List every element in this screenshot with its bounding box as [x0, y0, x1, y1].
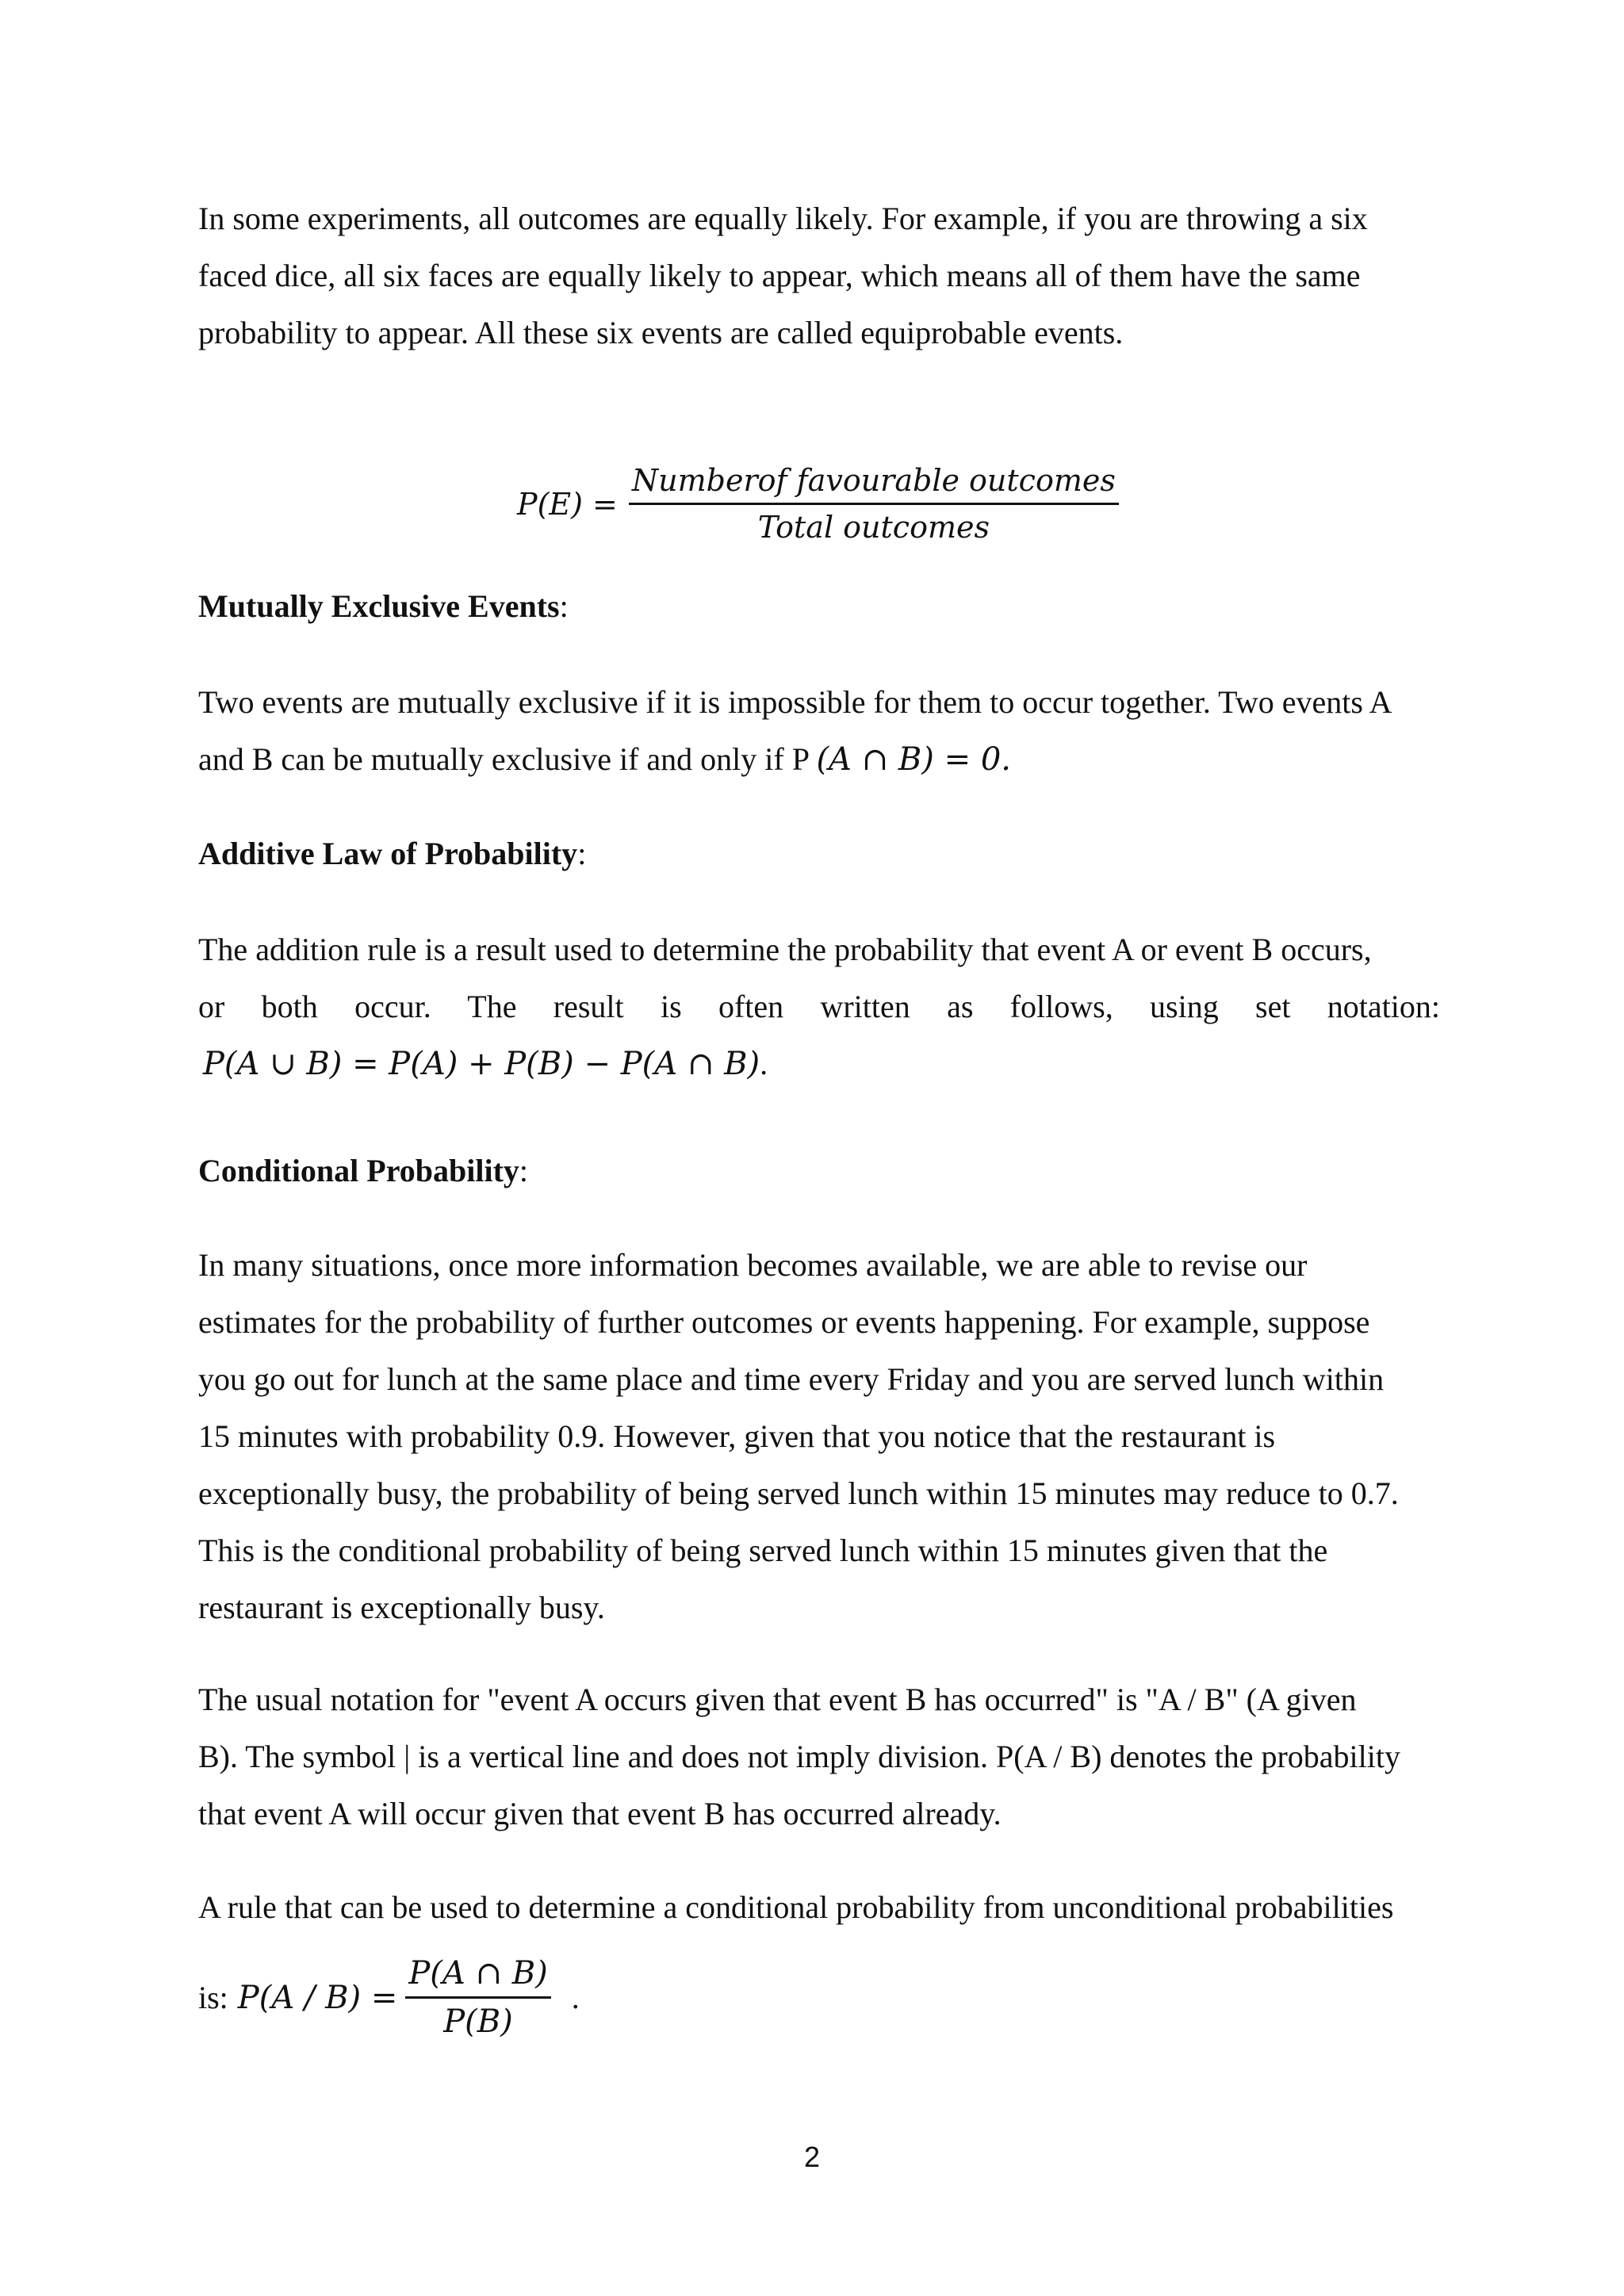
formula-numerator: Numberof favourable outcomes [629, 463, 1119, 505]
heading-text: Additive Law of Probability [198, 836, 578, 871]
additive-law-heading [198, 834, 586, 874]
formula-lhs: P(E) = [517, 486, 618, 522]
conditional-paragraph-2 [198, 1671, 1440, 1843]
heading-colon: : [577, 836, 587, 871]
conditional-paragraph-3 [198, 1879, 1440, 1936]
intro-line-2: faced dice, all six faces are equally likely to appear, which means all of them have the same [198, 258, 1361, 293]
probability-formula [517, 463, 1119, 545]
intro-paragraph [198, 190, 1440, 362]
heading-text: Conditional Probability [198, 1153, 519, 1188]
conditional-p3-line: A rule that can be used to determine a conditional probability from unconditional probabilities [198, 1889, 1394, 1925]
heading-colon: : [559, 588, 569, 624]
formula-denominator: Total outcomes [757, 510, 990, 545]
formula-fraction [405, 1955, 550, 2040]
mutually-exclusive-line-1: Two events are mutually exclusive if it is impossible for them to occur together. Two events A [198, 684, 1392, 720]
line-text: and B can be mutually exclusive if and only if P [198, 741, 817, 777]
mutually-exclusive-line-2 [198, 731, 1440, 788]
intro-line-1: In some experiments, all outcomes are equally likely. For example, if you are throwing a six [198, 201, 1368, 236]
conditional-p1-line: In many situations, once more information becomes available, we are able to revise our [198, 1247, 1308, 1283]
formula-numerator: P(A ∩ B) [405, 1955, 550, 1999]
conditional-p1-line: This is the conditional probability of being served lunch within 15 minutes given that the [198, 1533, 1328, 1568]
conditional-probability-heading [198, 1151, 528, 1191]
conditional-p1-line: exceptionally busy, the probability of being served lunch within 15 minutes may reduce to 0.7. [198, 1475, 1399, 1511]
conditional-p2-line: that event A will occur given that event B has occurred already. [198, 1796, 1002, 1831]
formula-period: . [571, 1980, 580, 2015]
page-number: 2 [803, 2141, 821, 2173]
conditional-p1-line: 15 minutes with probability 0.9. However, given that you notice that the restaurant is [198, 1418, 1276, 1454]
formula-denominator: P(B) [443, 2003, 513, 2040]
addition-rule-formula: P(A ∪ B) = P(A) + P(B) − P(A ∩ B) [203, 1046, 760, 1082]
heading-colon: : [519, 1153, 529, 1188]
intersection-formula: (A ∩ B) = 0. [816, 741, 1011, 778]
conditional-p1-line: you go out for lunch at the same place and time every Friday and you are served lunch within [198, 1361, 1385, 1397]
formula-prefix: is: [198, 1980, 228, 2015]
formula-period: . [760, 1046, 768, 1081]
additive-law-paragraph [198, 921, 1440, 1093]
additive-law-line-1: The addition rule is a result used to determine the probability that event A or event B occurs, [198, 932, 1372, 967]
conditional-p2-line: B). The symbol | is a vertical line and does not imply division. P(A / B) denotes the probability [198, 1739, 1400, 1774]
conditional-p2-line: The usual notation for "event A occurs given that event B has occurred" is "A / B" (A given [198, 1682, 1357, 1717]
mutually-exclusive-heading [198, 587, 569, 626]
formula-fraction [629, 463, 1119, 545]
heading-text: Mutually Exclusive Events [198, 588, 560, 624]
formula-lhs: P(A / B) = [237, 1979, 398, 2016]
additive-law-line-2: or both occur. The result is often written as follows, using set notation: [198, 989, 1440, 1024]
conditional-p1-line: restaurant is exceptionally busy. [198, 1590, 605, 1625]
additive-law-formula-line [198, 1035, 1440, 1093]
conditional-paragraph-1 [198, 1237, 1440, 1636]
mutually-exclusive-paragraph [198, 674, 1440, 788]
conditional-formula [198, 1955, 580, 2040]
intro-line-3: probability to appear. All these six events are called equiprobable events. [198, 315, 1124, 350]
conditional-p1-line: estimates for the probability of further outcomes or events happening. For example, suppose [198, 1304, 1370, 1340]
